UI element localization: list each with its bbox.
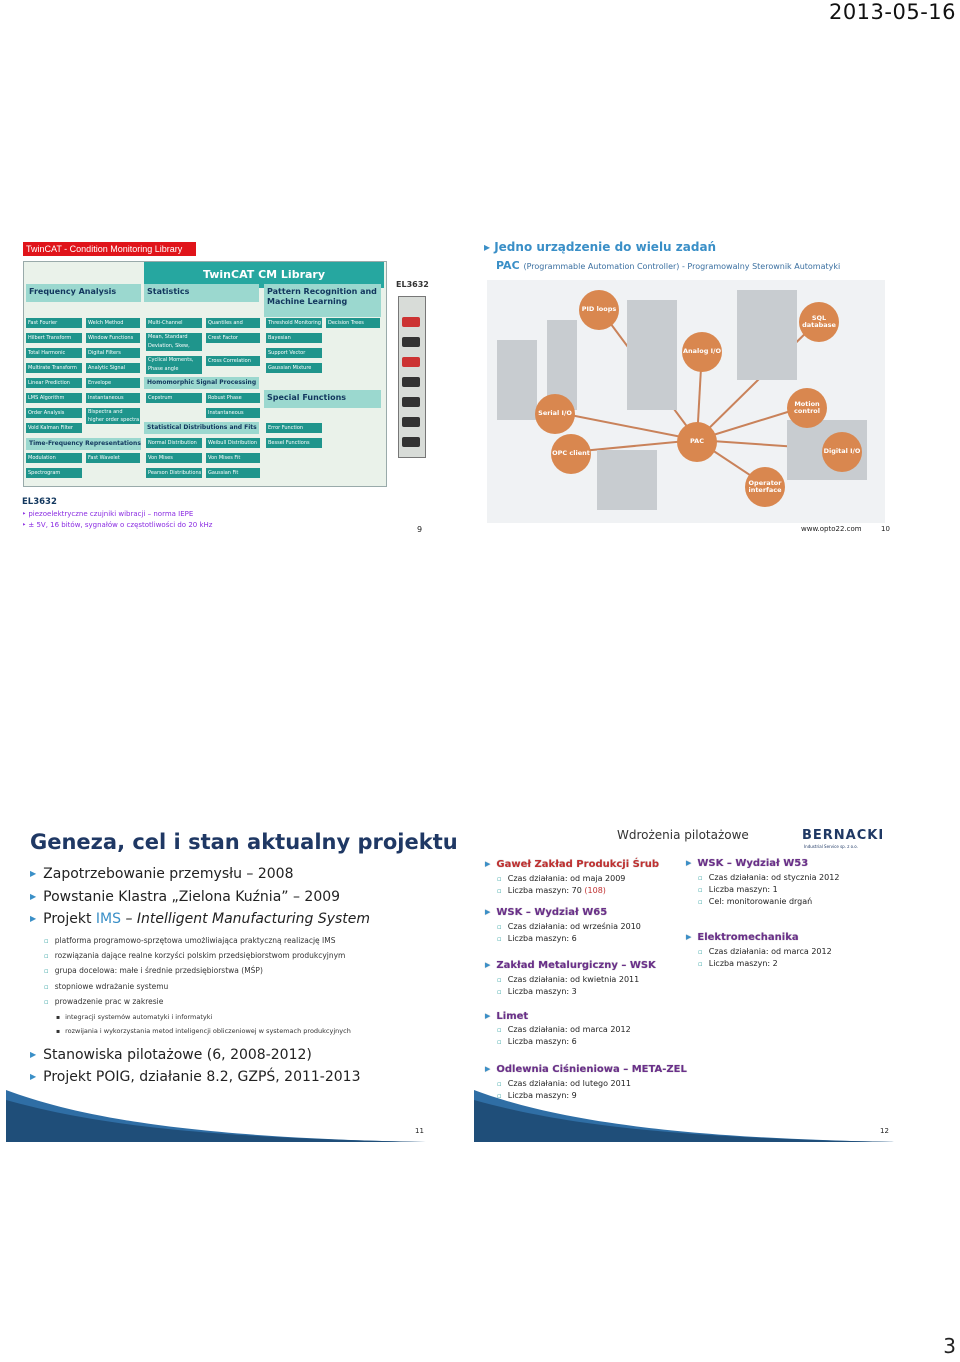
- el3632-bullet-text: piezoelektryczne czujniki wibracji – norma IEPE: [28, 510, 194, 518]
- bullet: ▶ Stanowiska pilotażowe (6, 2008-2012): [30, 1047, 312, 1063]
- machine-count-extra: (108): [584, 886, 606, 895]
- module-label: EL3632: [396, 280, 429, 289]
- freq-item: Bispectra and higher order spectra: [88, 409, 140, 423]
- sub-sub-bullet: ▪ integracji systemów automatyki i informatyki: [56, 1013, 212, 1021]
- stat-item: Mean, Standard Deviation, Skew,: [146, 333, 202, 351]
- bullet: [30, 911, 370, 927]
- stat-item: Cross Correlation: [206, 356, 260, 366]
- slide12-title: Wdrożenia pilotażowe: [617, 828, 749, 842]
- bullet: ▶ Zapotrzebowanie przemysłu – 2008: [30, 866, 294, 882]
- slide-number: 12: [880, 1127, 889, 1135]
- company-wsk-w65: ▶ WSK – Wydział W65: [485, 907, 607, 918]
- company-wsk-w53: ▶ WSK – Wydział W53: [686, 858, 808, 869]
- el3632-bullet-text: ± 5V, 16 bitów, sygnałów o częstotliwości do 20 kHz: [28, 521, 213, 529]
- motion-control-node: Motion control: [787, 388, 827, 428]
- dist-item: Pearson Distributions: [148, 470, 202, 476]
- freq-item: Linear Prediction: [26, 378, 82, 388]
- freq-item: Instantaneous: [86, 393, 140, 403]
- serial-io-node: Serial I/O: [535, 394, 575, 434]
- col-statdist: Statistical Distributions and Fits: [144, 422, 259, 434]
- ims-full: – Intelligent Manufacturing System: [121, 911, 371, 927]
- cm-library-diagram: [23, 261, 387, 487]
- company-detail: ▫ Czas działania: od marca 2012: [497, 1025, 631, 1034]
- opc-client-node: OPC client: [551, 434, 591, 474]
- pac-node: PAC: [677, 422, 717, 462]
- freq-item: Hilbert Transform: [26, 333, 82, 343]
- special-item: Error Function: [266, 423, 322, 433]
- company-detail: ▫ Cel: monitorowanie drgań: [698, 897, 812, 906]
- stat-item: Multi-Channel: [146, 318, 202, 328]
- pac-plant-illustration: [487, 280, 885, 523]
- dist-item: Von Mises Fit: [206, 453, 260, 463]
- slide11-wave-decoration: [6, 1090, 426, 1142]
- pattern-item: Bayesian: [266, 333, 322, 343]
- freq-item: Total Harmonic: [26, 348, 82, 358]
- company-detail: [497, 886, 606, 895]
- freq-item: Analytic Signal: [86, 363, 140, 373]
- pac-description: (Programmable Automation Controller) - Programowalny Sterownik Automatyki: [523, 262, 841, 271]
- tf-item: Spectrogram: [26, 468, 82, 478]
- col-special: Special Functions: [264, 390, 381, 408]
- company-detail: ▫ Czas działania: od lutego 2011: [497, 1079, 631, 1088]
- bernacki-logo-sub: Industrial Service sp. z o.o.: [804, 844, 858, 849]
- stat-item: Cepstrum: [146, 393, 202, 403]
- dist-item: Von Mises: [146, 453, 202, 463]
- operator-interface-node: Operator interface: [745, 467, 785, 507]
- machine-count: Liczba maszyn: 70: [507, 886, 585, 895]
- sub-bullet: ▫ platforma programowo-sprzętowa umożliwiająca praktyczną realizację IMS: [44, 936, 336, 945]
- slide9-banner: TwinCAT - Condition Monitoring Library: [23, 242, 196, 256]
- company-detail: ▫ Czas działania: od kwietnia 2011: [497, 975, 639, 984]
- sub-bullet: ▫ prowadzenie prac w zakresie: [44, 997, 163, 1006]
- slide12-wave-decoration: [474, 1090, 894, 1142]
- col-pattern: Pattern Recognition and Machine Learning: [264, 284, 381, 317]
- company-limet: ▶ Limet: [485, 1011, 528, 1022]
- sub-bullet: ▫ stopniowe wdrażanie systemu: [44, 982, 168, 991]
- stat-item: Quantiles and: [206, 318, 260, 328]
- slide-number: 11: [415, 1127, 424, 1135]
- company-zaklad-metalurgiczny: ▶ Zakład Metalurgiczny – WSK: [485, 960, 656, 971]
- pid-loops-node: PID loops: [579, 290, 619, 330]
- tf-item: Modulation: [26, 453, 82, 463]
- company-detail: ▫ Czas działania: od marca 2012: [698, 947, 832, 956]
- el3632-module-image: [398, 296, 426, 458]
- col-homomorphic: Homomorphic Signal Processing: [144, 377, 259, 389]
- freq-item: Envelope: [86, 378, 140, 388]
- source-url: www.opto22.com: [801, 525, 862, 533]
- pattern-item: Decision Trees: [326, 318, 380, 328]
- company-elektromechanika: ▶ Elektromechanika: [686, 932, 799, 943]
- dist-item: Weibull Distribution: [206, 438, 260, 448]
- freq-item: Window Functions: [86, 333, 140, 343]
- bernacki-logo: BERNACKI: [802, 828, 885, 843]
- company-gawel: ▶ Gaweł Zakład Produkcji Śrub: [485, 859, 659, 870]
- company-meta-zel: ▶ Odlewnia Ciśnieniowa – META-ZEL: [485, 1064, 687, 1075]
- slide10-heading-text: Jedno urządzenie do wielu zadań: [494, 240, 717, 254]
- company-detail: ▫ Czas działania: od stycznia 2012: [698, 873, 839, 882]
- slide-number: 10: [881, 525, 890, 533]
- analog-io-node: Analog I/O: [682, 332, 722, 372]
- pattern-item: Support Vector: [266, 348, 322, 358]
- col-timefreq: Time-Frequency Representations: [26, 438, 141, 450]
- company-detail: ▫ Czas działania: od maja 2009: [497, 874, 625, 883]
- freq-item: Fast Fourier: [26, 318, 82, 328]
- bullet: ▶ Projekt POIG, działanie 8.2, GZPŚ, 2011-2013: [30, 1069, 361, 1085]
- tf-item: Fast Wavelet: [86, 453, 140, 463]
- stat-item: Instantaneous: [206, 408, 260, 418]
- cm-library-title: TwinCAT CM Library: [144, 262, 384, 288]
- digital-io-node: Digital I/O: [822, 432, 862, 472]
- pattern-item: Threshold Monitoring: [268, 320, 321, 326]
- stat-item: Cyclical Moments, Phase angle: [146, 356, 202, 374]
- bullet: ▶ Powstanie Klastra „Zielona Kuźnia” – 2009: [30, 889, 340, 905]
- freq-item: Multirate Transform: [26, 363, 82, 373]
- pac-label: PAC: [496, 259, 520, 272]
- pattern-item: Gaussian Mixture: [266, 363, 322, 373]
- company-detail: ▫ Liczba maszyn: 9: [497, 1091, 577, 1100]
- sql-database-node: SQL database: [799, 302, 839, 342]
- freq-item: LMS Algorithm: [26, 393, 82, 403]
- company-detail: ▫ Czas działania: od września 2010: [497, 922, 641, 931]
- special-item: Bessel Functions: [266, 438, 322, 448]
- pac-line: [496, 259, 840, 272]
- company-detail: ▫ Liczba maszyn: 1: [698, 885, 778, 894]
- document-date: 2013-05-16: [828, 0, 956, 24]
- el3632-bullet: ‣ ± 5V, 16 bitów, sygnałów o częstotliwości do 20 kHz: [22, 521, 213, 529]
- sub-sub-bullet: ▪ rozwijania i wykorzystania metod inteligencji obliczeniowej w systemach produkcyjnych: [56, 1027, 351, 1035]
- stat-item: Robust Phase: [206, 393, 260, 403]
- company-detail: ▫ Liczba maszyn: 6: [497, 934, 577, 943]
- col-statistics: Statistics: [144, 284, 259, 302]
- sub-bullet: ▫ rozwiązania dające realne korzyści polskim przedsiębiorstwom produkcyjnym: [44, 951, 345, 960]
- page-number: 3: [943, 1334, 956, 1358]
- freq-item: Vold Kalman Filter: [26, 423, 82, 433]
- el3632-heading: EL3632: [22, 497, 57, 507]
- freq-item: Order Analysis: [26, 408, 82, 418]
- ims-prefix: Projekt: [43, 911, 96, 927]
- slide10-heading: ▸ Jedno urządzenie do wielu zadań: [484, 240, 717, 254]
- col-frequency: Frequency Analysis: [26, 284, 141, 302]
- slide11-title: Geneza, cel i stan aktualny projektu: [30, 830, 458, 854]
- company-detail: ▫ Liczba maszyn: 6: [497, 1037, 577, 1046]
- stat-item: Crest Factor: [206, 333, 260, 343]
- slide-number: 9: [417, 525, 423, 534]
- company-detail: ▫ Liczba maszyn: 2: [698, 959, 778, 968]
- freq-item: Digital Filters: [86, 348, 140, 358]
- ims-abbrev: IMS: [95, 911, 122, 927]
- dist-item: Gaussian Fit: [206, 468, 260, 478]
- dist-item: Normal Distribution: [146, 438, 202, 448]
- sub-bullet: ▫ grupa docelowa: małe i średnie przedsiębiorstwa (MŚP): [44, 966, 263, 975]
- el3632-bullet: ‣ piezoelektryczne czujniki wibracji – norma IEPE: [22, 510, 194, 518]
- company-detail: ▫ Liczba maszyn: 3: [497, 987, 577, 996]
- freq-item: Welch Method: [86, 318, 140, 328]
